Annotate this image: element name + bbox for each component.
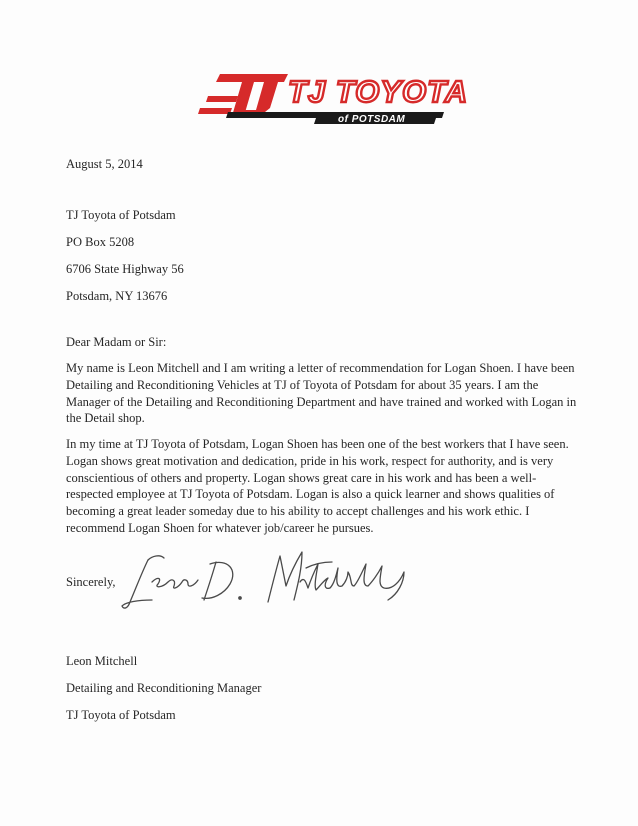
signer-title: Detailing and Reconditioning Manager bbox=[66, 681, 262, 695]
handwritten-signature bbox=[118, 542, 408, 612]
address-line-3: 6706 State Highway 56 bbox=[66, 262, 184, 276]
body-paragraph-2: In my time at TJ Toyota of Potsdam, Logan Shoen has been one of the best workers that I have seen. Logan shows great motivation and dedication, pride in his work, respect for authority, and is very conscientious of others and property. Logan shows great care in his work and has been a well-respected employee at TJ Toyota of Potsdam. Logan is also a quick learner and shows qualities of becoming a great leader someday due to his ability to accept challenges and his work ethic. I recommend Logan Shoen for whatever job/career he pursues. bbox=[66, 437, 569, 535]
logo-toyota-word bbox=[288, 74, 468, 109]
address-line-4: Potsdam, NY 13676 bbox=[66, 289, 168, 303]
signer-name: Leon Mitchell bbox=[66, 654, 138, 668]
logo-tj-mark bbox=[198, 74, 288, 116]
logo-sub-text: of POTSDAM bbox=[338, 114, 406, 125]
salutation: Dear Madam or Sir: bbox=[66, 335, 167, 349]
body-paragraph-1: My name is Leon Mitchell and I am writing a letter of recommendation for Logan Shoen. I have been Detailing and Reconditioning Vehicles at TJ of Toyota of Potsdam for about 35 years. I am the Manager of the Detailing and Reconditioning Department and have trained and worked with Logan in the Detail shop. bbox=[66, 361, 577, 426]
logo-sub-bar bbox=[226, 112, 444, 125]
address-line-1: TJ Toyota of Potsdam bbox=[66, 208, 176, 222]
signer-company: TJ Toyota of Potsdam bbox=[66, 708, 176, 722]
address-line-2: PO Box 5208 bbox=[66, 235, 135, 249]
logo-main-text: TJ TOYOTA bbox=[288, 74, 469, 109]
tj-toyota-logo bbox=[198, 68, 469, 130]
closing: Sincerely, bbox=[66, 575, 116, 589]
letter-date: August 5, 2014 bbox=[66, 157, 143, 171]
